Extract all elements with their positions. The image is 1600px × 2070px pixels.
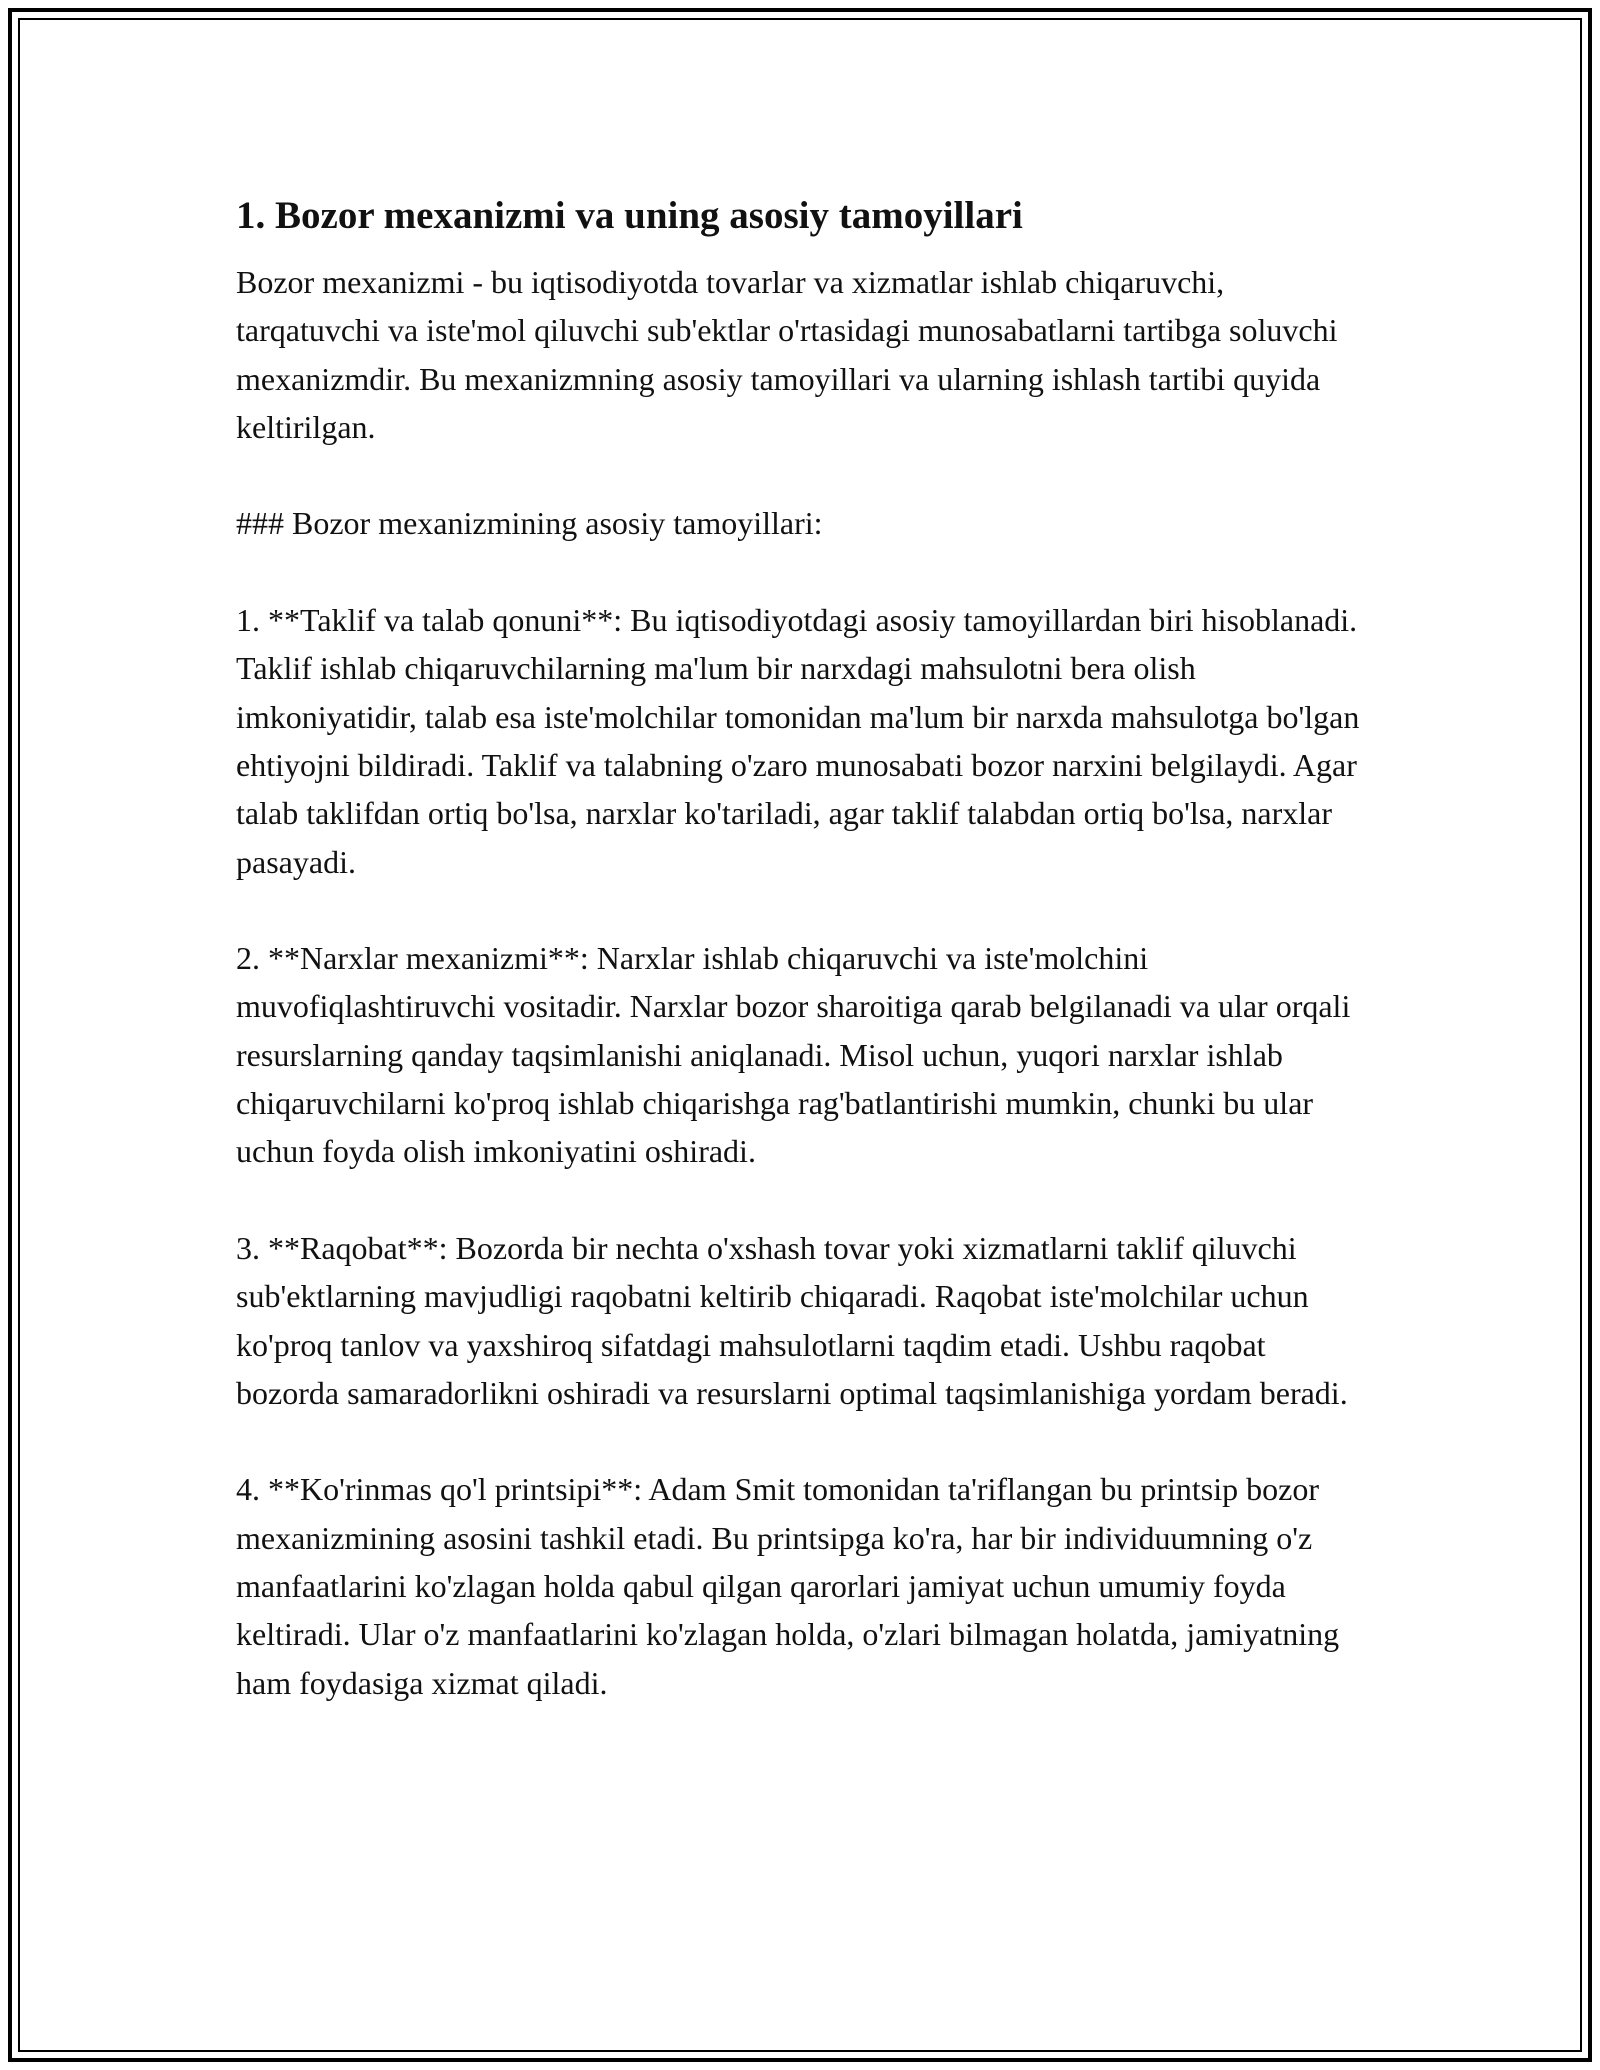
document-content xyxy=(236,188,1376,1707)
document-body-text: Bozor mexanizmi - bu iqtisodiyotda tovarlar va xizmatlar ishlab chiqaruvchi, tarqatuvchi va iste'mol qiluvchi sub'ektlar o'rtasidagi munosabatlarni tartibga soluvchi mexanizmdir. Bu mexanizmning asosiy tamoyillari va ularning ishlash tartibi quyida keltirilgan. ### Bozor mexanizmining asosiy tamoyillari: 1. **Taklif va talab qonuni**: Bu iqtisodiyotdagi asosiy tamoyillardan biri hisoblanadi. Taklif ishlab chiqaruvchilarning ma'lum bir narxdagi mahsulotni bera olish imkoniyatidir, talab esa iste'molchilar tomonidan ma'lum bir narxda mahsulotga bo'lgan ehtiyojni bildiradi. Taklif va talabning o'zaro munosabati bozor narxini belgilaydi. Agar talab taklifdan ortiq bo'lsa, narxlar ko'tariladi, agar taklif talabdan ortiq bo'lsa, narxlar pasayadi. 2. **Narxlar mexanizmi**: Narxlar ishlab chiqaruvchi va iste'molchini muvofiqlashtiruvchi vositadir. Narxlar bozor sharoitiga qarab belgilanadi va ular orqali resurslarning qanday taqsimlanishi aniqlanadi. Misol uchun, yuqori narxlar ishlab chiqaruvchilarni ko'proq ishlab chiqarishga rag'batlantirishi mumkin, chunki bu ular uchun foyda olish imkoniyatini oshiradi. 3. **Raqobat**: Bozorda bir nechta o'xshash tovar yoki xizmatlarni taklif qiluvchi sub'ektlarning mavjudligi raqobatni keltirib chiqaradi. Raqobat iste'molchilar uchun ko'proq tanlov va yaxshiroq sifatdagi mahsulotlarni taqdim etadi. Ushbu raqobat bozorda samaradorlikni oshiradi va resurslarni optimal taqsimlanishiga yordam beradi. 4. **Ko'rinmas qo'l printsipi**: Adam Smit tomonidan ta'riflangan bu printsip bozor mexanizmining asosini tashkil etadi. Bu printsipga ko'ra, har bir individuumning o'z manfaatlarini ko'zlagan holda qabul qilgan qarorlari jamiyat uchun umumiy foyda keltiradi. Ular o'z manfaatlarini ko'zlagan holda, o'zlari bilmagan holatda, jamiyatning ham foydasiga xizmat qiladi. xyxy=(236,264,1360,1701)
document-title: 1. Bozor mexanizmi va uning asosiy tamoyillari xyxy=(236,194,1023,237)
